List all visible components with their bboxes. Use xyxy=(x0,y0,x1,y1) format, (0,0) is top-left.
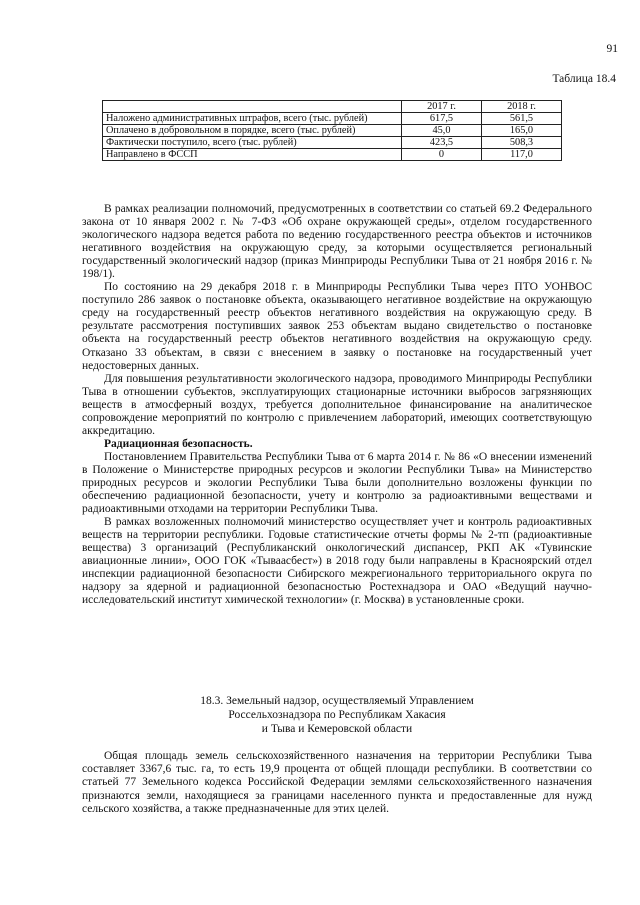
land-text xyxy=(82,750,592,816)
paragraph-applications: По состоянию на 29 декабря 2018 г. в Минприроды Республики Тыва через ПТО УОНВОС поступило 286 заявок о постановке объекта, оказывающего негативное воздействие на окружающую среду на государственный реестр объектов негативного воздействия на окружающую среду. В результате рассмотрения поступивших заявок 253 объектам выдано свидетельство о постановке объекта на государственный реестр объектов негативного воздействия на окружающую среду. Отказано 33 объектам, в связи с внесением в заявку о постановке на государственный учет недостоверных данных. xyxy=(82,281,592,372)
paragraph-resolution: Постановлением Правительства Республики Тыва от 6 марта 2014 г. № 86 «О внесении изменений в Положение о Министерстве природных ресурсов и экологии Республики Тыва» на Министерство природных ресурсов и экологии Республики Тыва были дополнительно возложены функции по обеспечению радиационной безопасности, учету и контролю за радиоактивными веществами и радиоактивными отходами на территории Республики Тыва. xyxy=(82,450,592,516)
paragraph-funding: Для повышения результативности экологического надзора, проводимого Минприроды Республики Тыва в отношении субъектов, эксплуатирующих стационарные источники выбросов загрязняющих веществ в атмосферный воздух, требуется дополнительное финансирование на аналитическое сопровождение мероприятий по контролю с привлечением лабораторий, имеющих соответствующую аккредитацию. xyxy=(82,372,592,437)
row-label: Направлено в ФССП xyxy=(103,149,402,161)
table-row xyxy=(103,125,562,137)
value-2017: 423,5 xyxy=(402,137,482,149)
table-header-2017: 2017 г. xyxy=(402,101,482,113)
value-2017: 0 xyxy=(402,149,482,161)
subheading-radiation-safety: Радиационная безопасность. xyxy=(104,437,253,450)
value-2018: 117,0 xyxy=(482,149,562,161)
value-2018: 508,3 xyxy=(482,137,562,149)
paragraph-land-area: Общая площадь земель сельскохозяйственного назначения на территории Республики Тыва составляет 3367,6 тыс. га, то есть 19,9 процента от общей площади республики. В соответствии со статьей 77 Земельного кодекса Российской Федерации землями сельскохозяйственного назначения признаются земли, находящиеся за границами населенного пункта и предоставленные для нужд сельского хозяйства, а также предназначенные для этих целей. xyxy=(82,750,592,815)
section-heading-line: и Тыва и Кемеровской области xyxy=(261,723,413,735)
table-row xyxy=(103,113,562,125)
value-2018: 165,0 xyxy=(482,125,562,137)
row-label: Оплачено в добровольном в порядке, всего (тыс. рублей) xyxy=(103,125,402,137)
table-row xyxy=(103,137,562,149)
row-label: Наложено административных штрафов, всего (тыс. рублей) xyxy=(103,113,402,125)
table-row xyxy=(103,149,562,161)
value-2017: 617,5 xyxy=(402,113,482,125)
section-heading-line: Россельхознадзора по Республикам Хакасия xyxy=(228,709,446,721)
row-label: Фактически поступило, всего (тыс. рублей) xyxy=(103,137,402,149)
paragraph-registry: В рамках реализации полномочий, предусмотренных в соответствии со статьей 69.2 Федерального закона от 10 января 2002 г. № 7-ФЗ «Об охране окружающей среды», отделом государственного экологического надзора ведется работа по ведению государственного реестра объектов и источников негативного воздействия на окружающую среду, за которыми осуществляется региональный государственный экологический надзор (приказ Минприроды Республики Тыва от 21 ноября 2016 г. № 198/1). xyxy=(82,203,592,281)
table-header-empty xyxy=(103,101,402,113)
table-title: Таблица 18.4 xyxy=(552,73,616,85)
section-heading xyxy=(82,694,592,736)
value-2017: 45,0 xyxy=(402,125,482,137)
page-number: 91 xyxy=(606,43,618,55)
table-header-2018: 2018 г. xyxy=(482,101,562,113)
table-header-row xyxy=(103,101,562,113)
paragraph-radioactive-control: В рамках возложенных полномочий министерство осуществляет учет и контроль радиоактивных веществ на территории республики. Годовые статистические отчеты формы № 2-тп (радиоактивные вещества) 3 организаций (Республиканский онкологический диспансер, РКП АК «Тувинские авиационные линии», ООО ГОК «Тываасбест») в 2018 году были направлены в Красноярский отдел инспекции радиационной безопасности Сибирского межрегионального территориального округа по надзору за ядерной и радиационной безопасностью Ростехнадзора и ОАО «Ведущий научно-исследовательский институт химической технологии» (г. Москва) в установленные сроки. xyxy=(82,516,592,607)
fines-table xyxy=(102,100,562,161)
main-text xyxy=(82,203,592,607)
section-heading-line: 18.3. Земельный надзор, осуществляемый Управлением xyxy=(200,695,474,707)
value-2018: 561,5 xyxy=(482,113,562,125)
